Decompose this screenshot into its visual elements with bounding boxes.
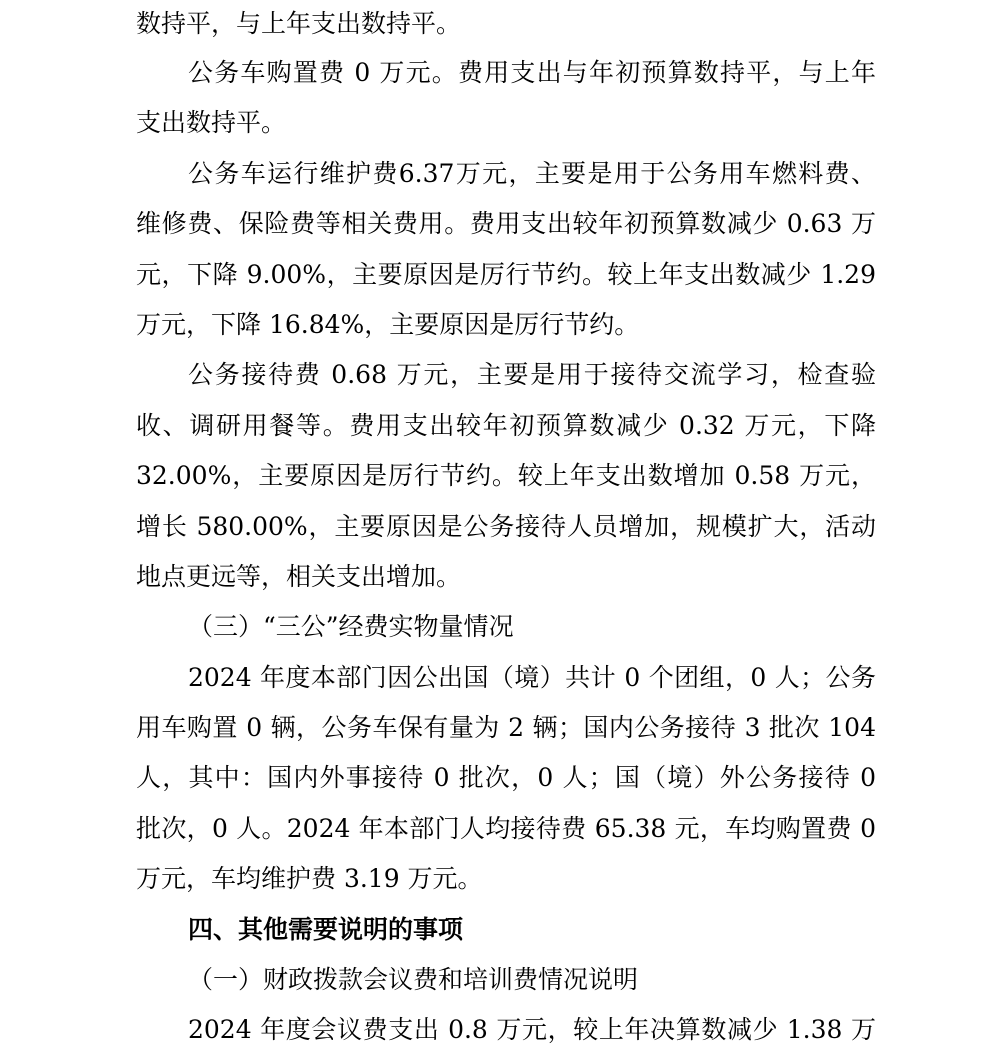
text-line: 维修费、保险费等相关费用。费用支出较年初预算数减少 0.63 万 (136, 209, 876, 239)
section-heading: 四、其他需要说明的事项 (188, 914, 464, 944)
text-line: 数持平，与上年支出数持平。 (136, 9, 462, 38)
text-line: 地点更远等，相关支出增加。 (136, 561, 462, 591)
text-line: 32.00%，主要原因是厉行节约。较上年支出数增加 0.58 万元， (136, 461, 876, 491)
text-line: 人，其中：国内外事接待 0 批次，0 人；国（境）外公务接待 0 (136, 763, 876, 793)
text-line: 增长 580.00%，主要原因是公务接待人员增加，规模扩大，活动 (136, 511, 876, 541)
text-line: 万元，车均维护费 3.19 万元。 (136, 864, 483, 894)
document-page (136, 0, 876, 1056)
text-line: 收、调研用餐等。费用支出较年初预算数减少 0.32 万元，下降 (136, 410, 876, 440)
subsection-heading: （一）财政拨款会议费和培训费情况说明 (188, 965, 639, 995)
text-line: 批次，0 人。2024 年本部门人均接待费 65.38 元，车均购置费 0 (136, 813, 876, 843)
text-line: 公务车购置费 0 万元。费用支出与年初预算数持平，与上年 (188, 58, 876, 87)
text-line: 2024 年度会议费支出 0.8 万元，较上年决算数减少 1.38 万 (188, 1015, 876, 1045)
text-line: 元，下降 9.00%，主要原因是厉行节约。较上年支出数减少 1.29 (136, 259, 876, 289)
text-line: 万元，下降 16.84%，主要原因是厉行节约。 (136, 309, 640, 339)
section-heading: （三）“三公”经费实物量情况 (188, 612, 514, 642)
text-line: 用车购置 0 辆，公务车保有量为 2 辆；国内公务接待 3 批次 104 (136, 713, 876, 743)
text-line: 公务车运行维护费6.37万元，主要是用于公务用车燃料费、 (188, 158, 876, 188)
text-line: 公务接待费 0.68 万元，主要是用于接待交流学习，检查验 (188, 360, 876, 390)
text-line: 支出数持平。 (136, 108, 287, 138)
text-line: 2024 年度本部门因公出国（境）共计 0 个团组，0 人；公务 (188, 662, 876, 692)
